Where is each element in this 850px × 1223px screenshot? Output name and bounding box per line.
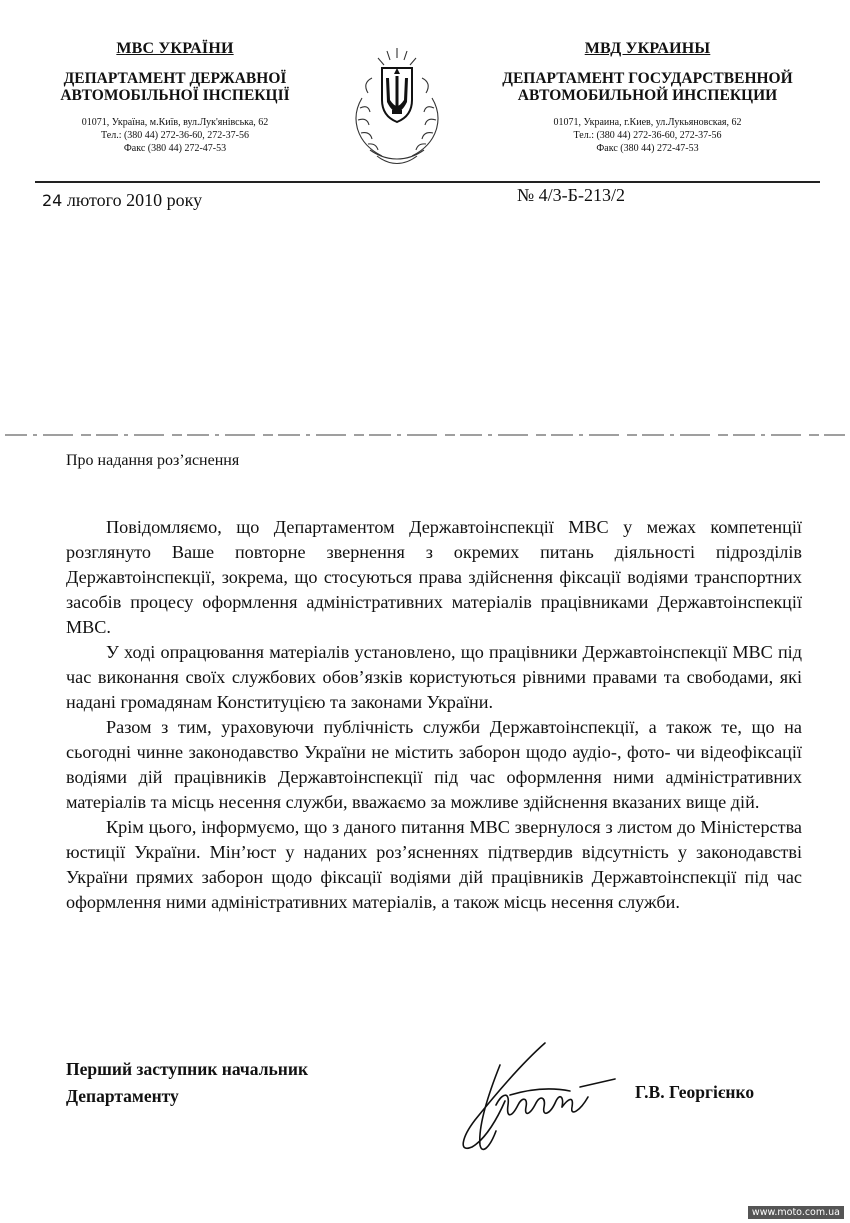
scan-dash-line [0,430,850,440]
fax: Факс (380 44) 272-47-53 [123,143,227,154]
signer-position-line-1: Перший заступник начальник [66,1059,309,1079]
signer-name: Г.В. Георгієнко [635,1082,755,1102]
letter-date [42,190,202,211]
paragraph: У ході опрацювання матеріалів установлено, що працівники Державтоінспекції МВС під час виконання своїх службових обов’язків користуються рівними правами та свободами, які надані громадянам Конституцією та законами України. [66,642,802,712]
paragraph: Разом з тим, ураховуючи публічність служби Державтоінспекції, а також те, що на сьогодні чинне законодавство України не містить заборон щодо аудіо-, фото- чи відеофіксації водіями дій працівників Державтоінспекції під час оформлення ними адміністративних матеріалів та місць несення служби, вважаємо за можливе здійснення вказаних вище дій. [66,717,802,812]
department-line-1: ДЕПАРТАМЕНТ ДЕРЖАВНОЇ [63,70,287,87]
letter-subject: Про надання роз’яснення [66,452,240,469]
department-name-ru [480,70,815,104]
address: 01071, Україна, м.Київ, вул.Лук'янівська, 62 [81,117,269,128]
department-line-2: АВТОМОБІЛЬНОЇ ІНСПЕКЦІЇ [60,87,290,104]
registration-number: № 4/3-Б-213/2 [517,185,625,205]
contact-block-ru [480,116,815,155]
signer-position [66,1056,308,1110]
department-name-ua [40,70,310,104]
address: 01071, Украина, г.Киев, ул.Лукьяновская, 62 [553,117,742,128]
letter-body [66,515,802,915]
department-line-1: ДЕПАРТАМЕНТ ГОСУДАРСТВЕННОЙ [502,70,793,87]
date-month-year: лютого 2010 року [66,190,203,210]
handwritten-signature-icon [450,1035,620,1160]
ministry-name-ru: МВД УКРАИНЫ [584,40,711,57]
contact-block-ua [40,116,310,155]
fax: Факс (380 44) 272-47-53 [596,143,699,154]
letterhead-left [40,40,310,155]
department-line-2: АВТОМОБИЛЬНОЙ ИНСПЕКЦИИ [517,87,778,104]
trident-emblem-icon [342,38,452,168]
phone: Тел.: (380 44) 272-36-60, 272-37-56 [573,130,722,141]
letterhead-right [480,40,815,155]
letterhead-divider [35,181,820,183]
site-watermark: www.moto.com.ua [748,1206,844,1219]
signer-position-line-2: Департаменту [66,1086,179,1106]
ministry-name-ua: МВС УКРАЇНИ [116,40,234,57]
date-day: 24 [42,191,63,210]
paragraph: Крім цього, інформуємо, що з даного питання МВС звернулося з листом до Міністерства юстиції України. Мін’юст у наданих роз’ясненнях підтвердив відсутність у законодавстві України прямих заборон щодо фіксації водіями дій працівників Державтоінспекції під час оформлення ними адміністративних матеріалів, а також місць несення служби. [66,817,802,912]
paragraph: Повідомляємо, що Департаментом Державтоінспекції МВС у межах компетенції розглянуто Ваше повторне звернення з окремих питань діяльності підрозділів Державтоінспекції, зокрема, що стосуються права здійснення фіксації водіями транспортних засобів процесу оформлення адміністративних матеріалів працівниками Державтоінспекції МВС. [66,517,802,637]
phone: Тел.: (380 44) 272-36-60, 272-37-56 [101,130,249,141]
